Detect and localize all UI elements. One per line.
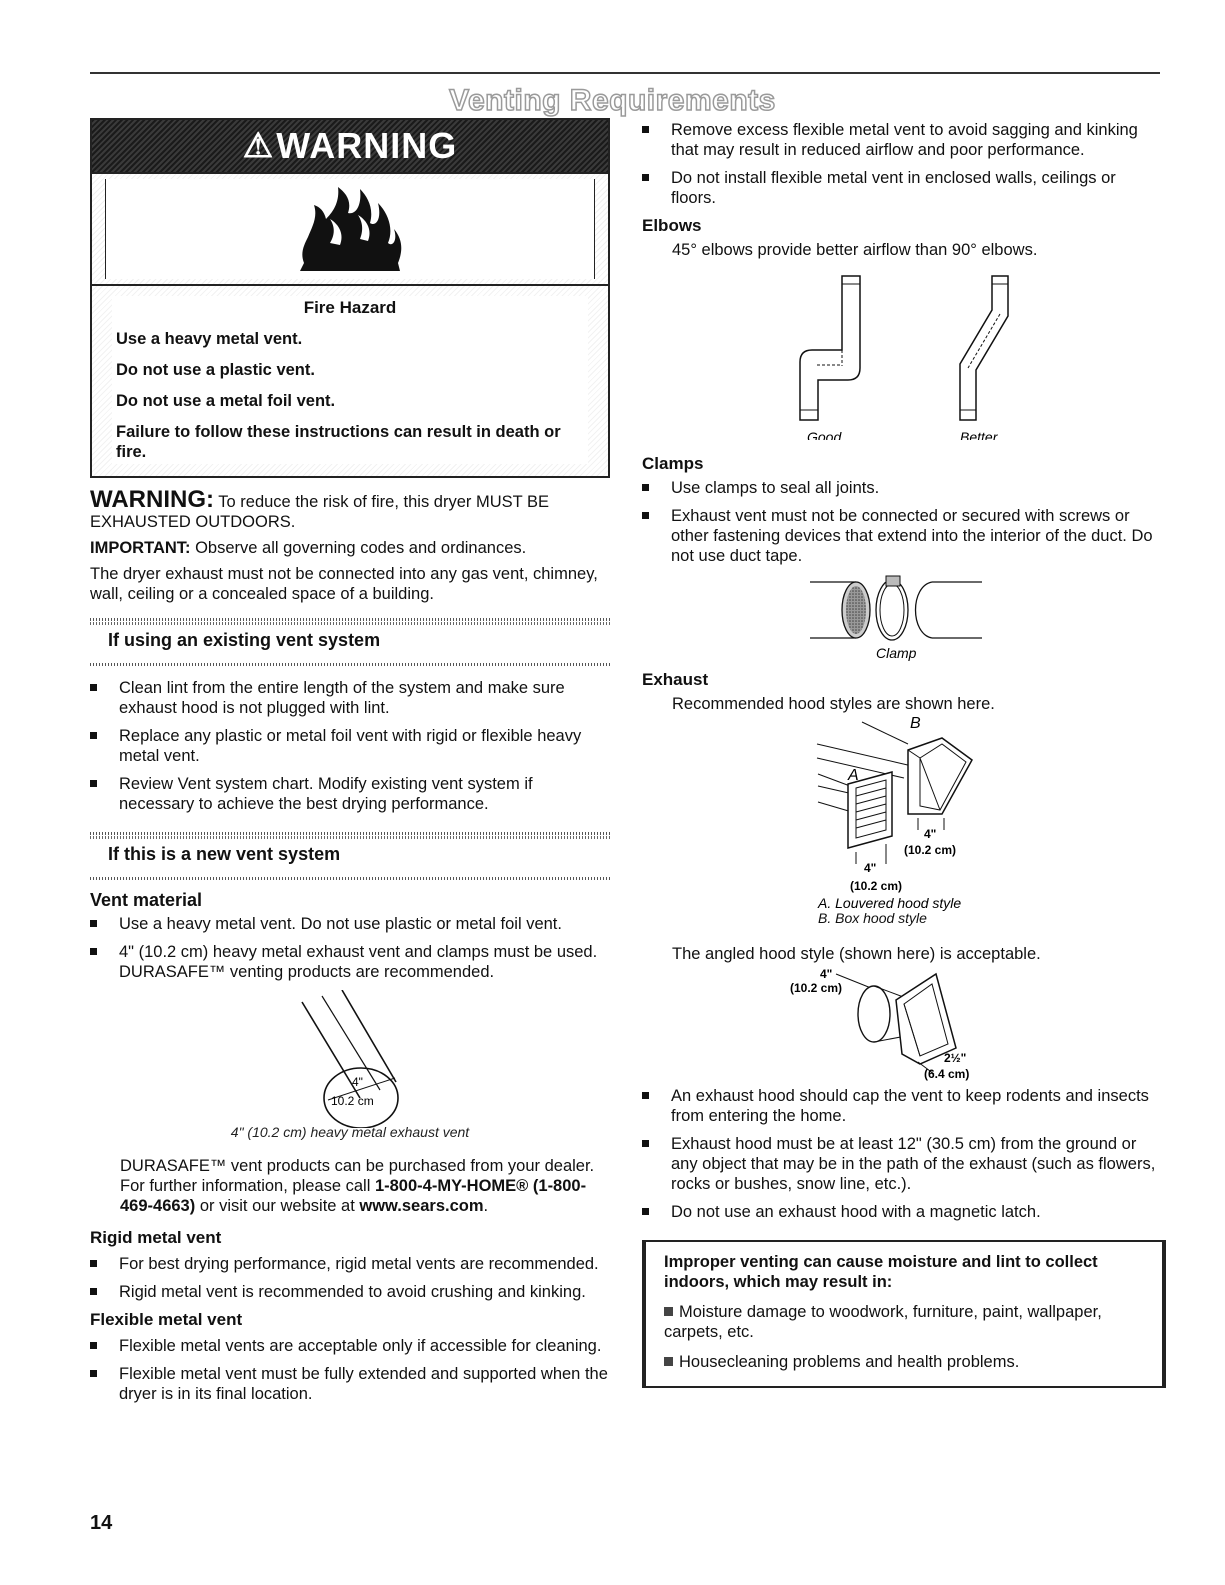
hood-styles-figure xyxy=(642,714,1162,912)
list-item: An exhaust hood should cap the vent to keep rodents and insects from entering the home. xyxy=(642,1086,1162,1126)
elbows-text: 45° elbows provide better airflow than 90° elbows. xyxy=(672,241,1038,259)
vent-material-heading: Vent material xyxy=(90,890,203,910)
list-item: Flexible metal vent must be fully extended and supported when the dryer is in its final location. xyxy=(90,1364,610,1404)
hood-dim-b-in: 4" xyxy=(924,827,937,841)
alert-heading: Improper venting can cause moisture and lint to collect indoors, which may result in: xyxy=(664,1253,1098,1291)
angled-hood-figure xyxy=(642,964,1162,1088)
alert-item-text: Moisture damage to woodwork, furniture, paint, wallpaper, carpets, etc. xyxy=(664,1303,1102,1341)
page-number: 14 xyxy=(90,1512,113,1534)
list-item: Use clamps to seal all joints. xyxy=(642,478,1162,498)
warning-line: Do not use a metal foil vent. xyxy=(116,392,336,410)
clamp-caption: Clamp xyxy=(876,645,917,661)
exhaust-note: The dryer exhaust must not be connected into any gas vent, chimney, wall, ceiling or a concealed space of a building. xyxy=(90,565,598,603)
warning-line: Use a heavy metal vent. xyxy=(116,330,303,348)
bullet-square-icon xyxy=(664,1307,673,1316)
hood-styles-illustration xyxy=(642,714,1162,912)
existing-section-title: If using an existing vent system xyxy=(108,630,381,650)
exhaust-heading: Exhaust xyxy=(642,670,709,689)
clamp-illustration xyxy=(642,572,1162,662)
angled-dim-in: 4" xyxy=(820,967,833,981)
page-title: Venting Requirements xyxy=(449,84,776,117)
list-item: Use a heavy metal vent. Do not use plastic or metal foil vent. xyxy=(90,914,610,934)
elbow-good-label: Good xyxy=(807,429,842,440)
purchase-text-3: . xyxy=(483,1197,489,1215)
important-text: Observe all governing codes and ordinances. xyxy=(190,539,527,557)
bullet-square-icon xyxy=(664,1357,673,1366)
list-item: For best drying performance, rigid metal vents are recommended. xyxy=(90,1254,610,1274)
left-column xyxy=(90,118,610,1412)
hood-label-b: B xyxy=(910,715,921,732)
hazard-title: Fire Hazard xyxy=(303,298,397,317)
vent-dim-inches: 4" xyxy=(352,1075,363,1089)
website-link[interactable]: www.sears.com xyxy=(359,1197,484,1215)
clamps-bullets xyxy=(642,478,1162,566)
hood-dim-a-cm: (10.2 cm) xyxy=(850,879,903,893)
warning-line: Failure to follow these instructions can result in death or fire. xyxy=(116,423,561,461)
purchase-text-2: or visit our website at xyxy=(195,1197,360,1215)
exhaust-text: Recommended hood styles are shown here. xyxy=(672,695,995,713)
list-item: Flexible metal vents are acceptable only if accessible for cleaning. xyxy=(90,1336,610,1356)
elbows-heading: Elbows xyxy=(642,216,702,235)
warning-body xyxy=(92,286,608,476)
flexible-bullets-left xyxy=(90,1336,610,1404)
list-item: Do not use an exhaust hood with a magnetic latch. xyxy=(642,1202,1162,1222)
warning-line: Do not use a plastic vent. xyxy=(116,361,315,379)
exhaust-bullets xyxy=(642,1086,1162,1222)
angled-hood-illustration xyxy=(642,964,1162,1088)
clamp-figure xyxy=(642,572,1162,662)
hood-dim-a-in: 4" xyxy=(864,861,877,875)
new-section-title: If this is a new vent system xyxy=(108,844,341,864)
important-note xyxy=(90,538,610,558)
warning-statement xyxy=(90,486,610,532)
flexible-heading: Flexible metal vent xyxy=(90,1310,243,1329)
rigid-bullets xyxy=(90,1254,610,1302)
angled-text: The angled hood style (shown here) is acceptable. xyxy=(672,945,1041,963)
alert-item xyxy=(664,1302,1144,1342)
list-item: Do not install flexible metal vent in enclosed walls, ceilings or floors. xyxy=(642,168,1162,208)
purchase-text-1: DURASAFE™ vent products can be purchased from your dealer. For further information, please call xyxy=(120,1157,595,1195)
alert-item-text: Housecleaning problems and health problems. xyxy=(679,1353,1020,1371)
list-item: Exhaust vent must not be connected or secured with screws or other fastening devices that extend into the interior of the duct. Do not use duct tape. xyxy=(642,506,1162,566)
clamps-heading: Clamps xyxy=(642,454,704,473)
fire-hazard-icon xyxy=(290,183,410,275)
alert-item xyxy=(664,1352,1144,1372)
warning-header-label: WARNING xyxy=(276,125,458,166)
rigid-heading: Rigid metal vent xyxy=(90,1228,222,1247)
vent-dim-cm: 10.2 cm xyxy=(331,1094,374,1108)
elbows-illustration xyxy=(642,270,1162,440)
top-rule xyxy=(90,72,1160,74)
warning-lead: WARNING: xyxy=(90,486,214,513)
vent-caption: 4" (10.2 cm) heavy metal exhaust vent xyxy=(230,1124,470,1140)
list-item: Rigid metal vent is recommended to avoid crushing and kinking. xyxy=(90,1282,610,1302)
warning-box xyxy=(90,118,610,478)
existing-section-header xyxy=(90,618,610,666)
list-item: 4" (10.2 cm) heavy metal exhaust vent and clamps must be used. DURASAFE™ venting products are recommended. xyxy=(90,942,610,982)
hood-caption-b: B. Box hood style xyxy=(818,910,927,926)
angled-dim2-in: 2½" xyxy=(944,1051,967,1065)
warning-header xyxy=(92,120,608,174)
warning-triangle-icon: ⚠ xyxy=(242,127,275,165)
exhaust-vent-illustration xyxy=(90,990,610,1128)
new-section-header xyxy=(90,832,610,880)
vent-figure xyxy=(90,990,610,1128)
elbows-figure xyxy=(642,270,1162,450)
angled-dim2-cm: (6.4 cm) xyxy=(924,1067,970,1081)
list-item: Clean lint from the entire length of the system and make sure exhaust hood is not plugged with lint. xyxy=(90,678,610,718)
flexible-bullets-right xyxy=(642,120,1162,208)
existing-bullets xyxy=(90,678,610,814)
important-lead: IMPORTANT: xyxy=(90,539,191,557)
purchase-text xyxy=(90,1156,610,1216)
angled-dim-cm: (10.2 cm) xyxy=(790,981,843,995)
hood-dim-b-cm: (10.2 cm) xyxy=(904,843,957,857)
hood-label-a: A xyxy=(848,767,859,784)
list-item: Exhaust hood must be at least 12" (30.5 cm) from the ground or any object that may be in the path of the exhaust (such as flowers, rocks or bushes, snow line, etc.). xyxy=(642,1134,1162,1194)
warning-text: To reduce the risk of fire, this dryer MUST BE EXHAUSTED OUTDOORS. xyxy=(90,493,549,531)
list-item: Replace any plastic or metal foil vent with rigid or flexible heavy metal vent. xyxy=(90,726,610,766)
right-column xyxy=(642,118,1162,1388)
list-item: Remove excess flexible metal vent to avoid sagging and kinking that may result in reduced airflow and poor performance. xyxy=(642,120,1162,160)
hood-caption-a: A. Louvered hood style xyxy=(818,895,962,911)
phone-number[interactable]: 1-800-4-MY-HOME® (1-800-469-4663) xyxy=(120,1177,587,1215)
vent-material-bullets xyxy=(90,914,610,982)
list-item: Review Vent system chart. Modify existing vent system if necessary to achieve the best drying performance. xyxy=(90,774,610,814)
moisture-alert-box xyxy=(642,1240,1166,1388)
elbow-better-label: Better xyxy=(960,429,998,440)
fire-symbol-panel xyxy=(92,174,608,286)
